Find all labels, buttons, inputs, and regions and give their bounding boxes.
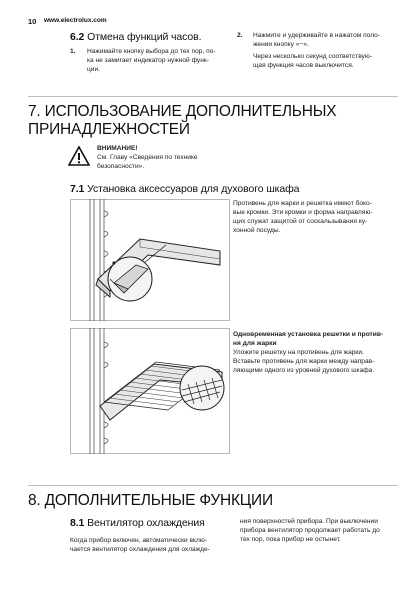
text-line: Нажмите и удерживайте в нажатом поло-	[253, 32, 381, 39]
step-2-note	[253, 52, 403, 70]
text-line: щих служат защитой от соскальзывания ку-	[233, 218, 368, 225]
section-8-title: 8. ДОПОЛНИТЕЛЬНЫЕ ФУНКЦИИ	[28, 492, 273, 509]
text-line: ка не замигает индикатор нужной функ-	[87, 57, 209, 64]
text-line: тех пор, пока прибор не остынет.	[240, 536, 341, 543]
para-1	[233, 199, 403, 235]
text-line: ня для жарки	[233, 340, 277, 347]
para-2-title	[233, 330, 403, 348]
title-line: ПРИНАДЛЕЖНОСТЕЙ	[28, 121, 190, 138]
text-line: прибора вентилятор продолжает работать до	[240, 527, 380, 534]
tray-edge-illustration	[70, 199, 230, 321]
subsection-number: 8.1	[70, 517, 85, 529]
text-line: Через несколько секунд соответствую-	[253, 53, 372, 60]
text-line: Одновременная установка решетки и против-	[233, 331, 384, 338]
title-line: 7. ИСПОЛЬЗОВАНИЕ ДОПОЛНИТЕЛЬНЫХ	[28, 103, 337, 120]
text-line: См. Главу «Сведения по технике	[97, 154, 198, 161]
step-2-text	[253, 31, 403, 49]
warning-text	[97, 153, 297, 171]
page-number: 10	[28, 17, 37, 26]
step-1-number: 1.	[70, 48, 76, 55]
text-line: чается вентилятор охлаждения для охлажде-	[70, 546, 210, 553]
subsection-8-1-heading	[70, 517, 205, 529]
text-line: Когда прибор включен, автоматически вклю-	[70, 537, 207, 544]
text-line: Противень для жарки и решетка имеют боко-	[233, 200, 372, 207]
site-url: www.electrolux.com	[44, 17, 107, 24]
text-line: безопасности».	[97, 163, 145, 170]
para-2	[233, 348, 403, 375]
step-1-text	[87, 47, 227, 74]
subsection-7-1-heading	[70, 183, 299, 195]
text-line: вые кромки. Эти кромки и форма направляю-	[233, 209, 373, 216]
text-line: жении кнопку «−».	[253, 41, 309, 48]
section-divider	[28, 96, 398, 97]
rack-on-tray-illustration	[70, 328, 230, 454]
section-8-col-1	[70, 536, 230, 554]
section-divider	[28, 485, 398, 486]
subsection-number: 7.1	[70, 183, 85, 195]
text-line: Нажимайте кнопку выбора до тех пор, по-	[87, 48, 216, 55]
text-line: хонной посуды.	[233, 227, 281, 234]
text-line: ции.	[87, 66, 100, 73]
text-line: щая функция часов выключится.	[253, 62, 354, 69]
text-line: Уложите решетку на противень для жарки.	[233, 349, 364, 356]
section-7-title	[28, 103, 336, 139]
warning-label: ВНИМАНИЕ!	[97, 145, 138, 152]
subsection-number: 6.2	[70, 31, 85, 43]
warning-icon	[68, 146, 90, 166]
subsection-title: Вентилятор охлаждения	[87, 517, 205, 529]
step-2-number: 2.	[237, 32, 243, 39]
text-line: Вставьте противень для жарки между направ-	[233, 358, 375, 365]
text-line: ния поверхностей прибора. При выключении	[240, 518, 378, 525]
text-line: ляющими одного из уровней духового шкафа.	[233, 367, 375, 374]
subsection-6-2-heading	[70, 31, 201, 43]
subsection-title: Установка аксессуаров для духового шкафа	[87, 183, 300, 195]
subsection-title: Отмена функций часов.	[87, 31, 202, 43]
section-8-col-2	[240, 517, 410, 544]
